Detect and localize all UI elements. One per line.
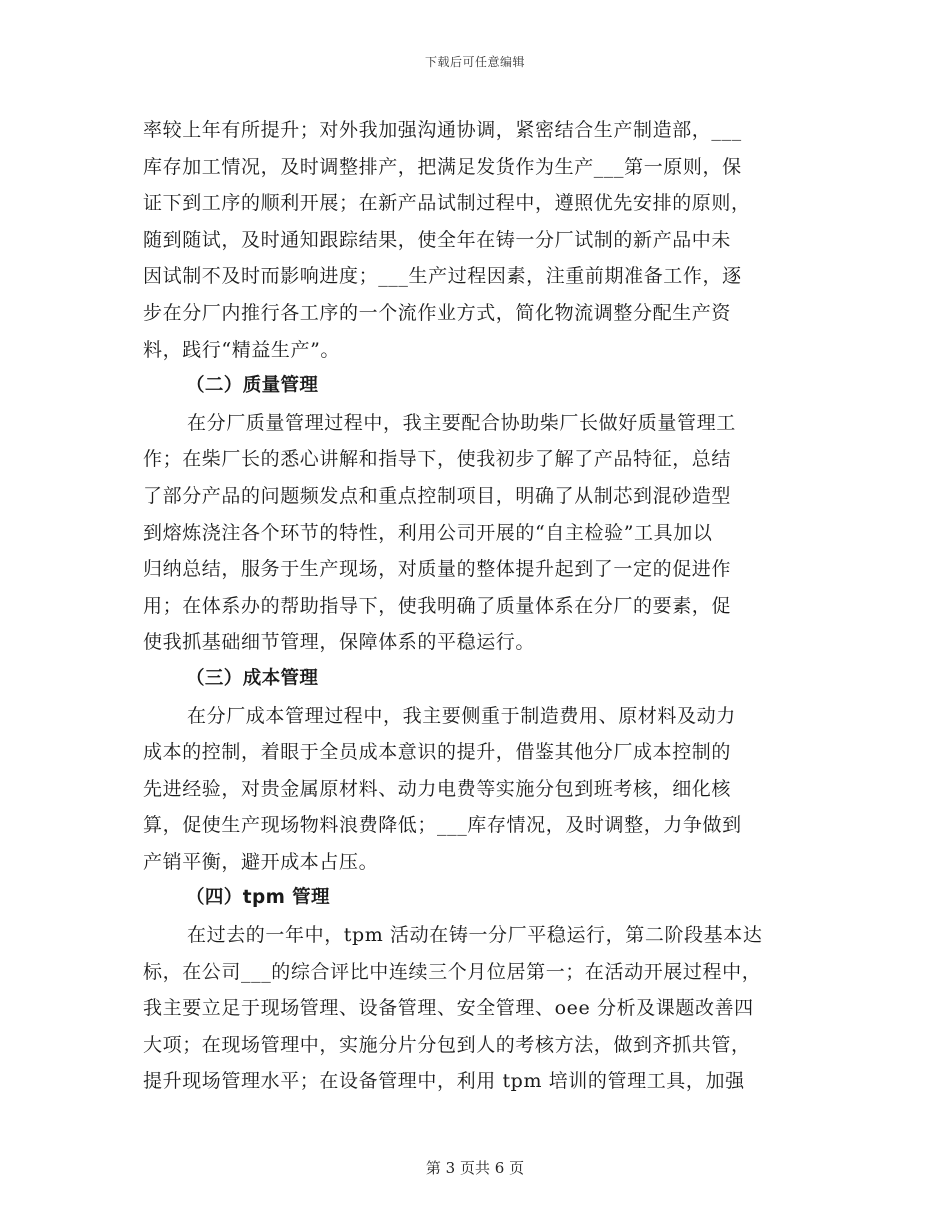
- section-heading-tpm: （四）tpm 管理: [186, 887, 330, 909]
- text-line: 先进经验，对贵金属原材料、动力电费等实施分包到班考核，细化核: [143, 777, 732, 800]
- text-line: 用；在体系办的帮助指导下，使我明确了质量体系在分厂的要素，促: [143, 594, 732, 617]
- text-line: 提升现场管理水平；在设备管理中，利用 tpm 培训的管理工具，加强: [143, 1070, 745, 1093]
- text-line: 料，践行“精益生产”。: [143, 338, 341, 361]
- text-line: 因试制不及时而影响进度；___生产过程因素，注重前期准备工作，逐: [143, 265, 742, 288]
- text-line: 了部分产品的问题频发点和重点控制项目，明确了从制芯到混砂造型: [143, 484, 732, 507]
- paragraph-tpm: [143, 917, 808, 1100]
- text-line: 在分厂质量管理过程中，我主要配合协助柴厂长做好质量管理工: [187, 411, 736, 434]
- text-line: 证下到工序的顺利开展；在新产品试制过程中，遵照优先安排的原则，: [143, 192, 751, 215]
- text-line: 大项；在现场管理中，实施分片分包到人的考核方法，做到齐抓共管，: [143, 1033, 751, 1056]
- text-line: 在过去的一年中，tpm 活动在铸一分厂平稳运行，第二阶段基本达: [187, 924, 763, 947]
- paragraph-cost: [143, 698, 808, 881]
- paragraph-production-continued: [143, 112, 808, 368]
- text-line: 产销平衡，避开成本占压。: [143, 850, 379, 873]
- text-line: 到熔炼浇注各个环节的特性，利用公司开展的“自主检验”工具加以: [143, 521, 713, 544]
- paragraph-quality: [143, 405, 808, 661]
- page-number: 第 3 页共 6 页: [425, 1159, 525, 1177]
- text-line: 归纳总结，服务于生产现场，对质量的整体提升起到了一定的促进作: [143, 558, 732, 581]
- text-line: 随到随试，及时通知跟踪结果，使全年在铸一分厂试制的新产品中未: [143, 228, 732, 251]
- section-heading-cost: （三）成本管理: [186, 667, 319, 689]
- text-line: 算，促使生产现场物料浪费降低；___库存情况，及时调整，力争做到: [143, 814, 742, 837]
- text-line: 库存加工情况，及时调整排产，把满足发货作为生产___第一原则，保: [143, 155, 742, 178]
- text-line: 步在分厂内推行各工序的一个流作业方式，简化物流调整分配生产资: [143, 301, 732, 324]
- text-line: 在分厂成本管理过程中，我主要侧重于制造费用、原材料及动力: [187, 704, 736, 727]
- text-line: 率较上年有所提升；对外我加强沟通协调，紧密结合生产制造部，___: [143, 119, 742, 141]
- document-body: [143, 112, 808, 1100]
- text-line: 使我抓基础细节管理，保障体系的平稳运行。: [143, 631, 536, 654]
- text-line: 标，在公司___的综合评比中连续三个月位居第一；在活动开展过程中，: [143, 960, 762, 983]
- text-line: 作；在柴厂长的悉心讲解和指导下，使我初步了解了产品特征，总结: [143, 448, 732, 471]
- text-line: 我主要立足于现场管理、设备管理、安全管理、oee 分析及课题改善四: [143, 997, 754, 1020]
- text-line: 成本的控制，着眼于全员成本意识的提升，借鉴其他分厂成本控制的: [143, 741, 732, 764]
- section-heading-quality: （二）质量管理: [186, 375, 319, 397]
- page-header-note: 下载后可任意编辑: [424, 55, 525, 69]
